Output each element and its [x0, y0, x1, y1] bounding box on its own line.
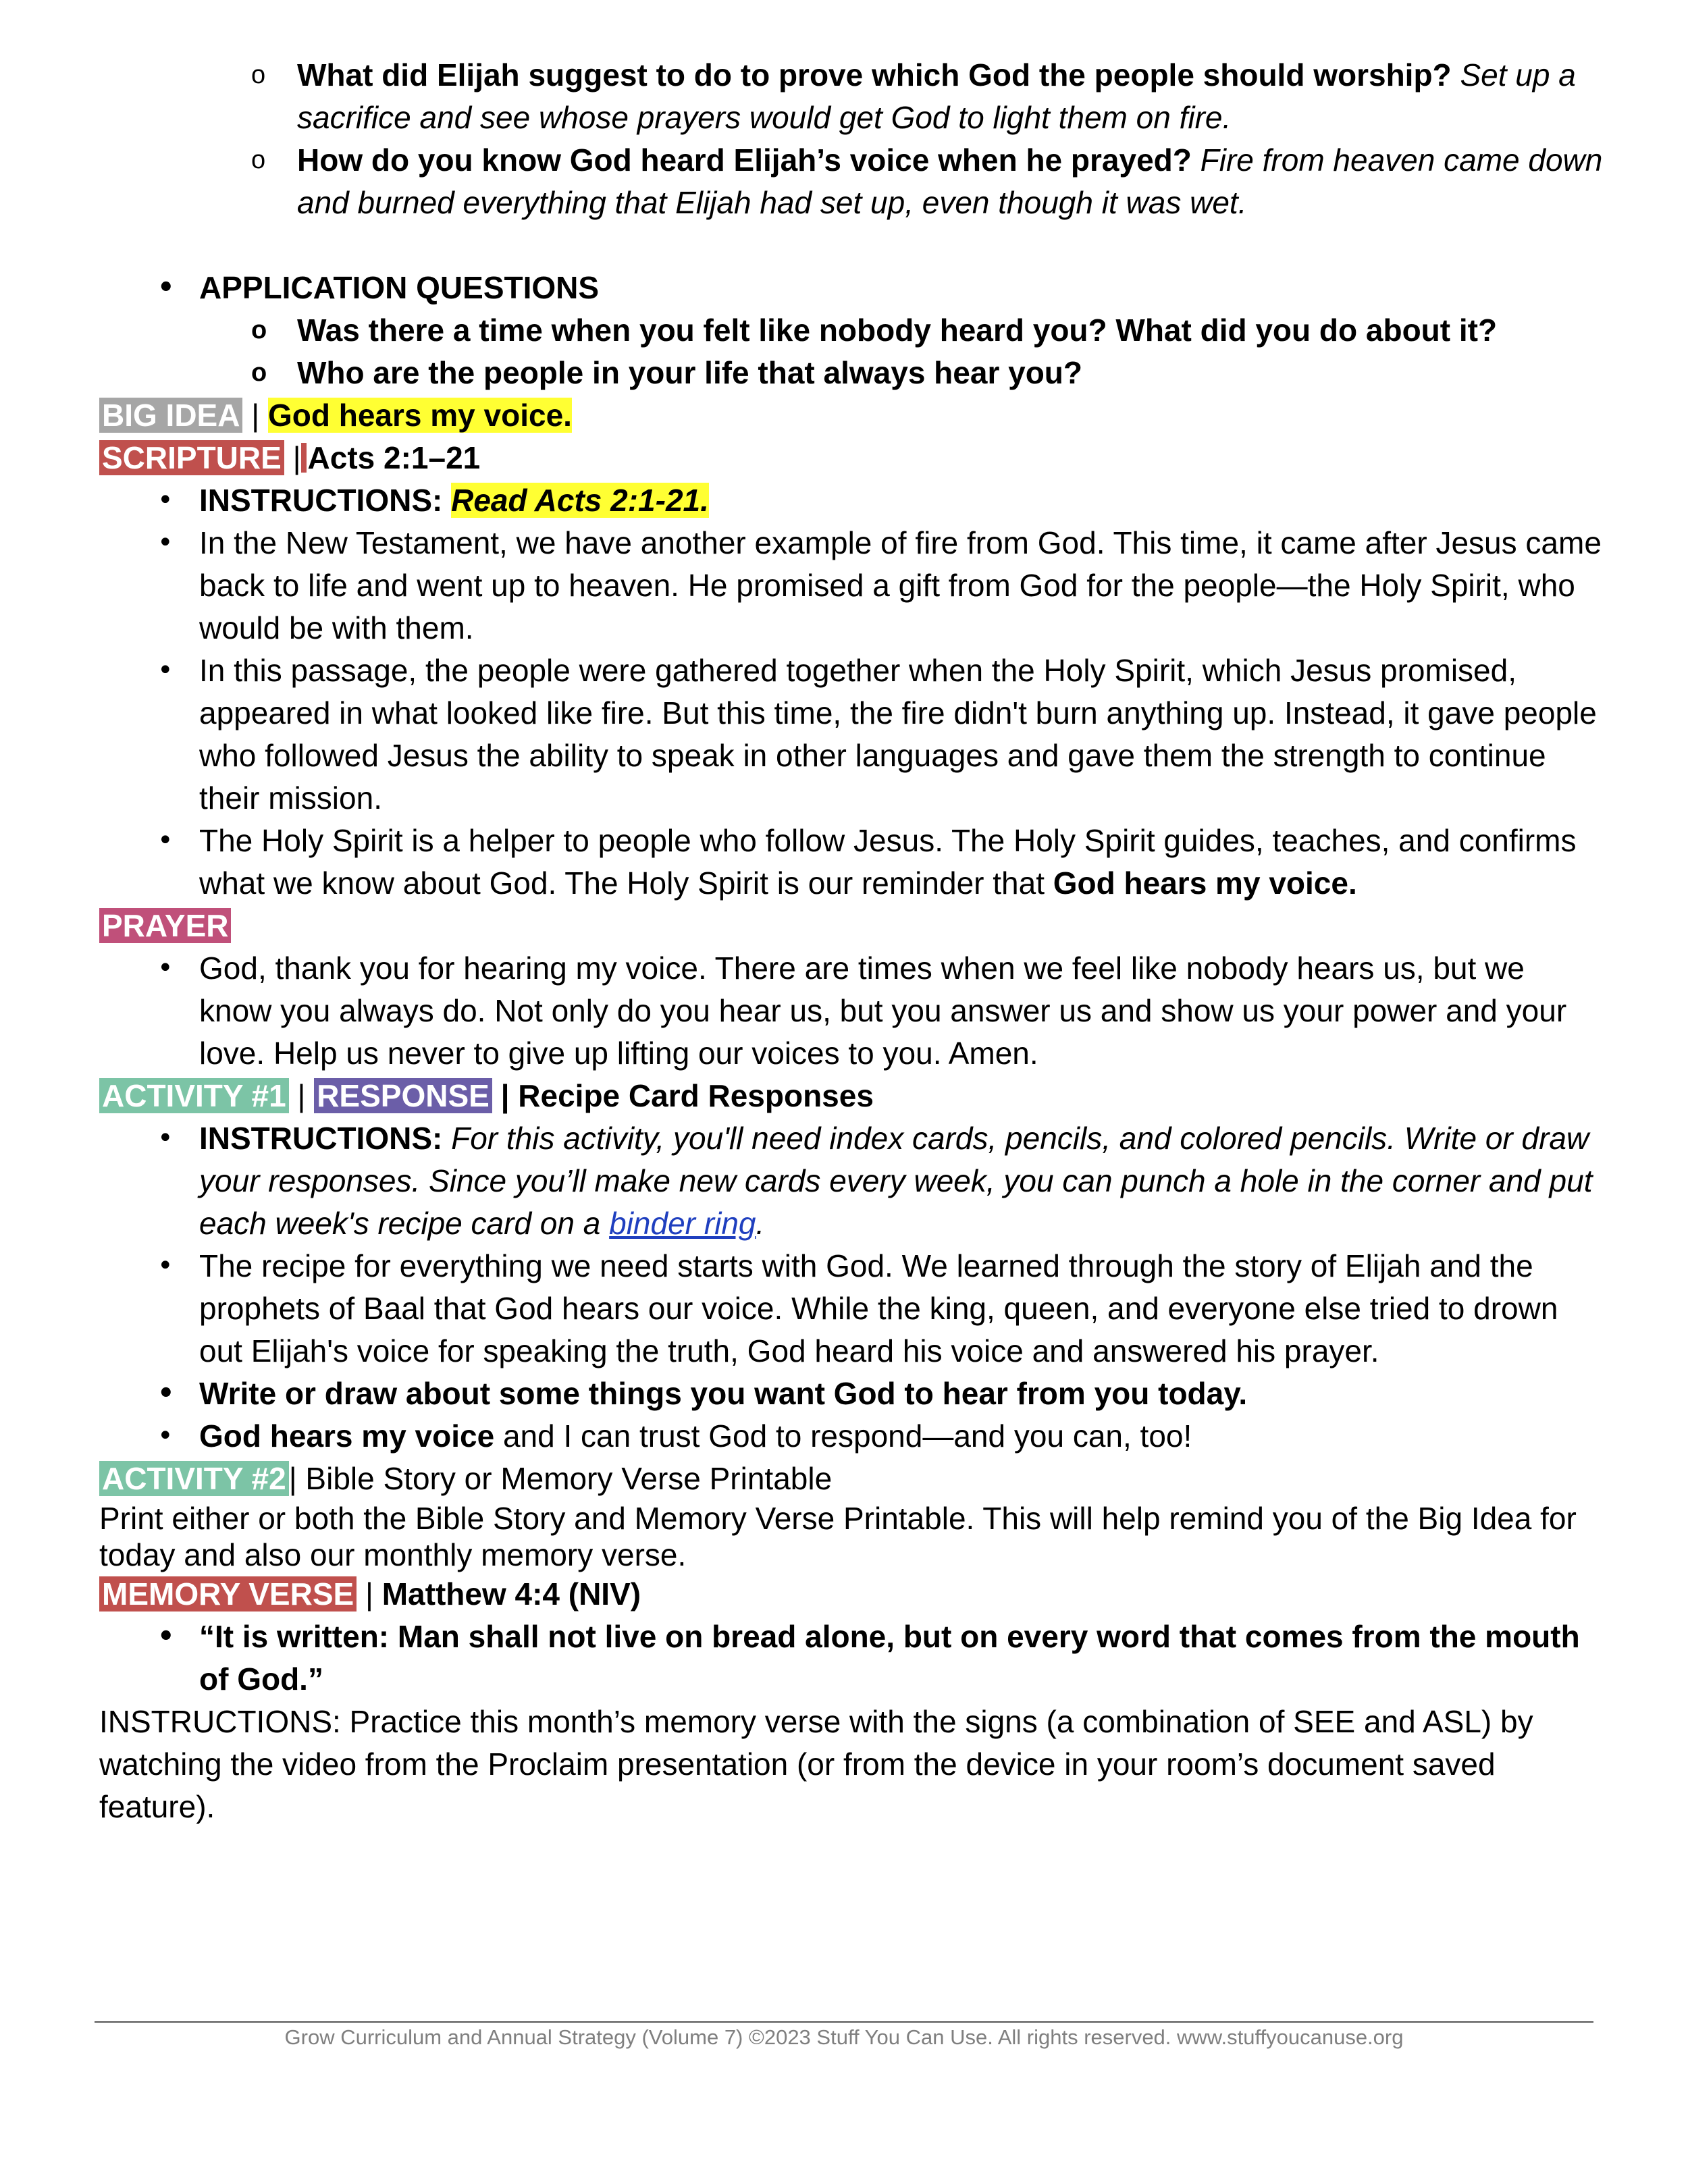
memory-verse-text: • “It is written: Man shall not live on bread alone, but on every word that comes from the mouth of God.”: [99, 1616, 1605, 1701]
list-item: o Was there a time when you felt like nobody heard you? What did you do about it?: [99, 309, 1605, 352]
separator: |: [500, 1078, 510, 1113]
document-body: [99, 54, 1605, 1828]
prayer-list: [99, 947, 1605, 1075]
instructions-label: INSTRUCTIONS:: [199, 483, 443, 518]
list-item: [99, 479, 1605, 522]
discussion-questions: [99, 54, 1605, 224]
memory-verse-list: [99, 1616, 1605, 1701]
list-item: o Who are the people in your life that always hear you?: [99, 352, 1605, 394]
list-item: [99, 139, 1605, 224]
activity1-list: [99, 1117, 1605, 1458]
prayer-text: • God, thank you for hearing my voice. There are times when we feel like nobody hears us, but we know you always do. Not only do you hear us, but you answer us and show us your power and your love. Help us never to give up lifting our voices to you. Amen.: [99, 947, 1605, 1075]
instructions-end: .: [756, 1206, 765, 1241]
scripture-reference: Acts 2:1–21: [307, 440, 481, 475]
scripture-list: [99, 479, 1605, 905]
big-idea-reminder: God hears my voice.: [1053, 865, 1357, 901]
application-section: [99, 267, 1605, 309]
list-item: • The recipe for everything we need starts with God. We learned through the story of Elijah and the prophets of Baal that God hears our voice. While the king, queen, and everyone else tried to drown out Elijah's voice for speaking the truth, God heard his voice and answered his prayer.: [99, 1245, 1605, 1373]
footer-divider: [95, 2021, 1593, 2023]
holy-spirit-text: The Holy Spirit is a helper to people who follow Jesus. The Holy Spirit guides, teaches, and confirms what we know about God. The Holy Spirit is our reminder that: [199, 823, 1577, 901]
scripture-tag: SCRIPTURE: [99, 440, 284, 475]
respond-text: and I can trust God to respond—and you can, too!: [494, 1418, 1192, 1454]
big-idea-text: God hears my voice.: [267, 398, 572, 433]
separator: |: [251, 398, 260, 433]
prayer-tag: PRAYER: [99, 908, 231, 943]
activity2-text: Print either or both the Bible Story and Memory Verse Printable. This will help remind you of the Big Idea for today and also our monthly memory verse.: [99, 1501, 1577, 1572]
scripture-line: [99, 437, 1605, 479]
instructions-text: For this activity, you'll need index cards, pencils, and colored pencils. Write or draw your responses. Since you’ll make new cards every week, you can punch a hole in the corner and put each week's recipe card on a: [199, 1121, 1593, 1241]
activity2-title: Bible Story or Memory Verse Printable: [296, 1461, 833, 1496]
big-idea-phrase: God hears my voice: [199, 1418, 495, 1454]
application-questions: [99, 309, 1605, 394]
memory-verse-reference: Matthew 4:4 (NIV): [381, 1576, 641, 1612]
prayer-line: [99, 905, 1605, 947]
list-item: [99, 1415, 1605, 1458]
memory-verse-line: [99, 1573, 1605, 1616]
footer: Grow Curriculum and Annual Strategy (Volume 7) ©2023 Stuff You Can Use. All rights reserved. www.stuffyoucanuse.org: [284, 2025, 1404, 2049]
list-item: [99, 54, 1605, 139]
red-marker: [301, 443, 307, 473]
activity1-title: Recipe Card Responses: [518, 1078, 874, 1113]
answer-text: Fire from heaven came down and burned everything that Elijah had set up, even though it was wet.: [297, 142, 1603, 220]
activity2-tag: ACTIVITY #2: [99, 1461, 289, 1496]
binder-ring-link[interactable]: binder ring: [609, 1206, 756, 1241]
instructions-label: INSTRUCTIONS:: [199, 1121, 443, 1156]
question-text: What did Elijah suggest to do to prove which God the people should worship?: [297, 57, 1452, 92]
activity1-tag: ACTIVITY #1: [99, 1078, 289, 1113]
big-idea-tag: BIG IDEA: [99, 398, 242, 433]
activity2-line: [99, 1458, 1605, 1500]
big-idea-line: [99, 394, 1605, 437]
memory-verse-tag: MEMORY VERSE: [99, 1576, 357, 1612]
memory-verse-instructions: INSTRUCTIONS: Practice this month’s memory verse with the signs (a combination of SEE and ASL) by watching the video from the Proclaim presentation (or from the device in your room’s document saved feature).: [99, 1704, 1533, 1824]
answer-text: Set up a sacrifice and see whose prayers would get God to light them on fire.: [297, 57, 1576, 135]
separator: |: [292, 440, 301, 475]
spacer: [99, 224, 1605, 267]
separator: |: [365, 1576, 373, 1612]
response-tag: RESPONSE: [314, 1078, 492, 1113]
application-heading: • APPLICATION QUESTIONS: [99, 267, 1605, 309]
question-text: How do you know God heard Elijah’s voice when he prayed?: [297, 142, 1192, 178]
activity1-line: [99, 1075, 1605, 1117]
instructions-reading: Read Acts 2:1-21.: [451, 483, 709, 518]
list-item: • In the New Testament, we have another example of fire from God. This time, it came after Jesus came back to life and went up to heaven. He promised a gift from God for the people—the Holy Spirit, who would be with them.: [99, 522, 1605, 649]
separator: |: [288, 1461, 297, 1496]
list-item: [99, 1117, 1605, 1245]
list-item: • Write or draw about some things you want God to hear from you today.: [99, 1373, 1605, 1415]
list-item: • In this passage, the people were gathered together when the Holy Spirit, which Jesus promised, appeared in what looked like fire. But this time, the fire didn't burn anything up. Instead, it gave people who followed Jesus the ability to speak in other languages and gave them the strength to continue their mission.: [99, 649, 1605, 820]
list-item: [99, 820, 1605, 905]
separator: |: [297, 1078, 306, 1113]
